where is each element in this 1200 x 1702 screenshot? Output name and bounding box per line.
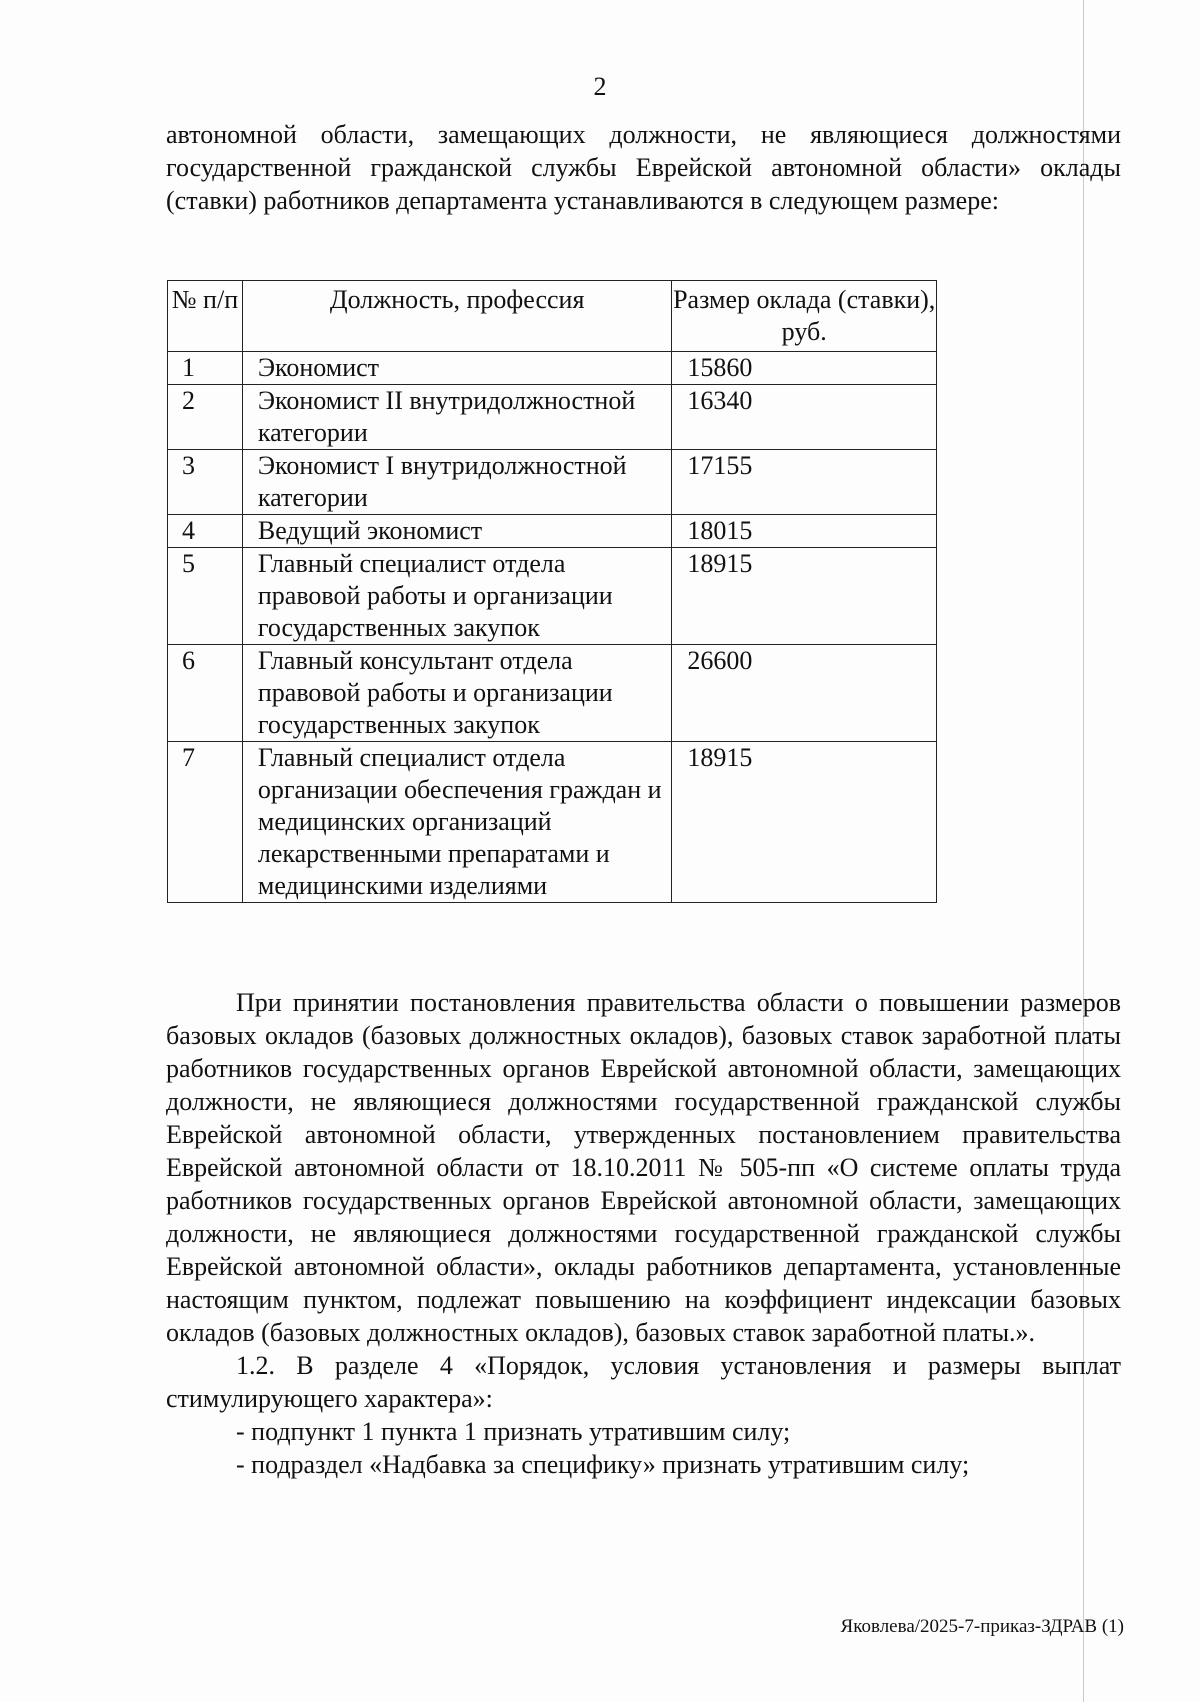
body-paragraph-2: 1.2. В разделе 4 «Порядок, условия установления и размеры выплат стимулирующего характера»:: [166, 1351, 1121, 1413]
row-number: 6: [168, 645, 243, 742]
header-number: № п/п: [168, 281, 243, 352]
row-number: 5: [168, 548, 243, 645]
header-salary: Размер оклада (ставки), руб.: [672, 281, 937, 352]
page-number: 2: [593, 72, 607, 101]
body-paragraph-1: При принятии постановления правительства области о повышении размеров базовых окладов (базовых должностных окладов), базовых ставок заработной платы работников государственных органов Еврейской автономной области, замещающих должности, не являющиеся должностями государственной гражданской службы Еврейской автономной области, утвержденных постановлением правительства Еврейской автономной области от 18.10.2011 № 505-пп «О системе оплаты труда работников государственных органов Еврейской автономной области, замещающих должности, не являющиеся должностями государственной гражданской службы Еврейской автономной области», оклады работников департамента, установленные настоящим пунктом, подлежат повышению на коэффициент индексации базовых окладов (базовых должностных окладов), базовых ставок заработной платы.».: [166, 988, 1121, 1347]
list-item: - подраздел «Надбавка за специфику» признать утратившим силу;: [236, 1450, 970, 1479]
row-salary: 18015: [672, 515, 937, 548]
row-position: Экономист II внутридолжностной категории: [242, 385, 672, 450]
row-position: Главный специалист отдела организации обеспечения граждан и медицинских организаций лекарственными препаратами и медицинскими изделиями: [242, 742, 672, 903]
intro-paragraph: [166, 118, 1121, 217]
row-number: 3: [168, 450, 243, 515]
table-header-row: [168, 281, 937, 352]
table-row: [168, 450, 937, 515]
table-row: [168, 352, 937, 385]
table-row: [168, 742, 937, 903]
row-position: Экономист: [242, 352, 672, 385]
document-footer-reference: Яковлева/2025-7-приказ-ЗДРАВ (1): [840, 1616, 1124, 1637]
row-salary: 15860: [672, 352, 937, 385]
row-salary: 17155: [672, 450, 937, 515]
intro-text: автономной области, замещающих должности, не являющиеся должностями государственной гражданской службы Еврейской автономной области» оклады (ставки) работников департамента устанавливаются в следующем размере:: [166, 120, 1121, 215]
table-row: [168, 645, 937, 742]
list-item: - подпункт 1 пункта 1 признать утратившим силу;: [236, 1417, 791, 1446]
row-number: 1: [168, 352, 243, 385]
row-position: Главный консультант отдела правовой работы и организации государственных закупок: [242, 645, 672, 742]
row-number: 7: [168, 742, 243, 903]
row-position: Экономист I внутридолжностной категории: [242, 450, 672, 515]
row-number: 4: [168, 515, 243, 548]
header-position: Должность, профессия: [242, 281, 672, 352]
row-position: Главный специалист отдела правовой работы и организации государственных закупок: [242, 548, 672, 645]
salary-table: [167, 280, 937, 903]
row-salary: 16340: [672, 385, 937, 450]
row-position: Ведущий экономист: [242, 515, 672, 548]
row-salary: 26600: [672, 645, 937, 742]
table-row: [168, 548, 937, 645]
row-salary: 18915: [672, 742, 937, 903]
table-row: [168, 385, 937, 450]
table-row: [168, 515, 937, 548]
body-section: [166, 986, 1121, 1481]
row-salary: 18915: [672, 548, 937, 645]
row-number: 2: [168, 385, 243, 450]
